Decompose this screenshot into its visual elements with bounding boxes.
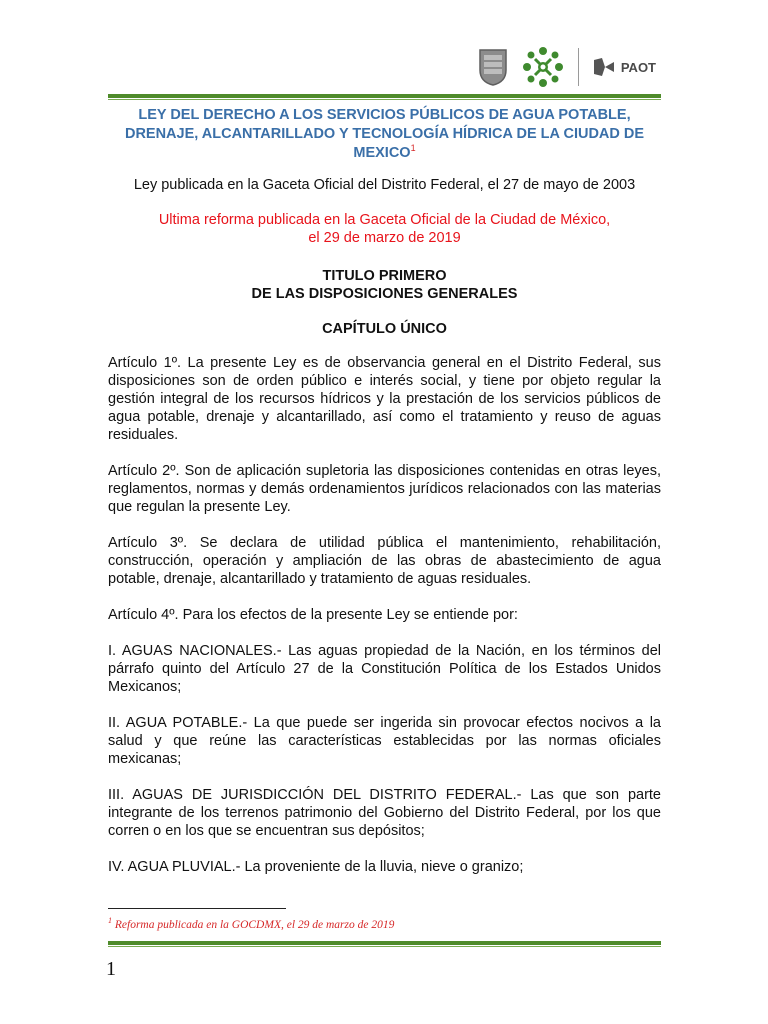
reform-note-line2: el 29 de marzo de 2019 [308,230,461,246]
footnote-text: Reforma publicada en la GOCDMX, el 29 de marzo de 2019 [112,918,395,931]
paot-logo-text: PAOT [620,59,656,75]
article-4: Artículo 4º. Para los efectos de la presente Ley se entiende por: [108,607,518,623]
header-logos [478,46,656,88]
reform-note [108,211,661,247]
footer-rule [108,941,661,947]
paot-logo [593,57,656,77]
cdmx-logo-icon [522,46,564,88]
footnote [108,916,394,931]
logo-separator [578,48,579,86]
document-body [108,106,661,876]
paot-icon [593,57,615,77]
article-2: Artículo 2º. Son de aplicación supletoria las disposiciones contenidas en otras leyes, reglamentos, normas y demás ordenamientos jurídicos relacionados con las materias que regulan la presente Ley. [108,463,661,515]
header-rule [108,94,661,100]
law-title [108,106,661,163]
law-title-text: LEY DEL DERECHO A LOS SERVICIOS PÚBLICOS DE AGUA POTABLE, DRENAJE, ALCANTARILLADO Y TECNOLOGÍA HÍDRICA DE LA CIUDAD DE MEXICO [124,107,645,161]
title-heading [108,267,661,303]
page-number: 1 [106,958,116,980]
definition-ii: II. AGUA POTABLE.- La que puede ser ingerida sin provocar efectos nocivos a la salud y que reúne las características establecidas por las normas oficiales mexicanas; [108,715,661,767]
reform-note-line1: Ultima reforma publicada en la Gaceta Oficial de la Ciudad de México, [158,212,611,228]
title-heading-line1: TITULO PRIMERO [322,268,447,284]
article-3: Artículo 3º. Se declara de utilidad pública el mantenimiento, rehabilitación, construcción, operación y ampliación de las obras de abastecimiento de agua potable, drenaje, alcantarillado y tratamiento de aguas residuales. [108,535,661,587]
city-coat-of-arms-icon [478,48,508,86]
footnote-separator [108,908,286,909]
definition-i: I. AGUAS NACIONALES.- Las aguas propiedad de la Nación, en los términos del párrafo quinto del Artículo 27 de la Constitución Política de los Estados Unidos Mexicanos; [108,643,661,695]
definition-iii: III. AGUAS DE JURISDICCIÓN DEL DISTRITO FEDERAL.- Las que son parte integrante de los terrenos patrimonio del Gobierno del Distrito Federal, por los que corren o en los que se encuentran sus depósitos; [108,787,661,839]
title-heading-line2: DE LAS DISPOSICIONES GENERALES [251,286,518,302]
footnote-ref: 1 [108,916,112,925]
article-1: Artículo 1º. La presente Ley es de observancia general en el Distrito Federal, sus disposiciones son de orden público e interés social, y tiene por objeto regular la gestión integral de los recursos hídricos y la prestación de los servicios públicos de agua potable, drenaje y alcantarillado, así como el tratamiento y reuso de aguas residuales. [108,355,661,443]
publication-note: Ley publicada en la Gaceta Oficial del Distrito Federal, el 27 de mayo de 2003 [133,177,636,193]
title-footnote-ref: 1 [410,143,416,154]
definition-iv: IV. AGUA PLUVIAL.- La proveniente de la lluvia, nieve o granizo; [108,859,524,875]
chapter-heading: CAPÍTULO ÚNICO [322,321,447,337]
